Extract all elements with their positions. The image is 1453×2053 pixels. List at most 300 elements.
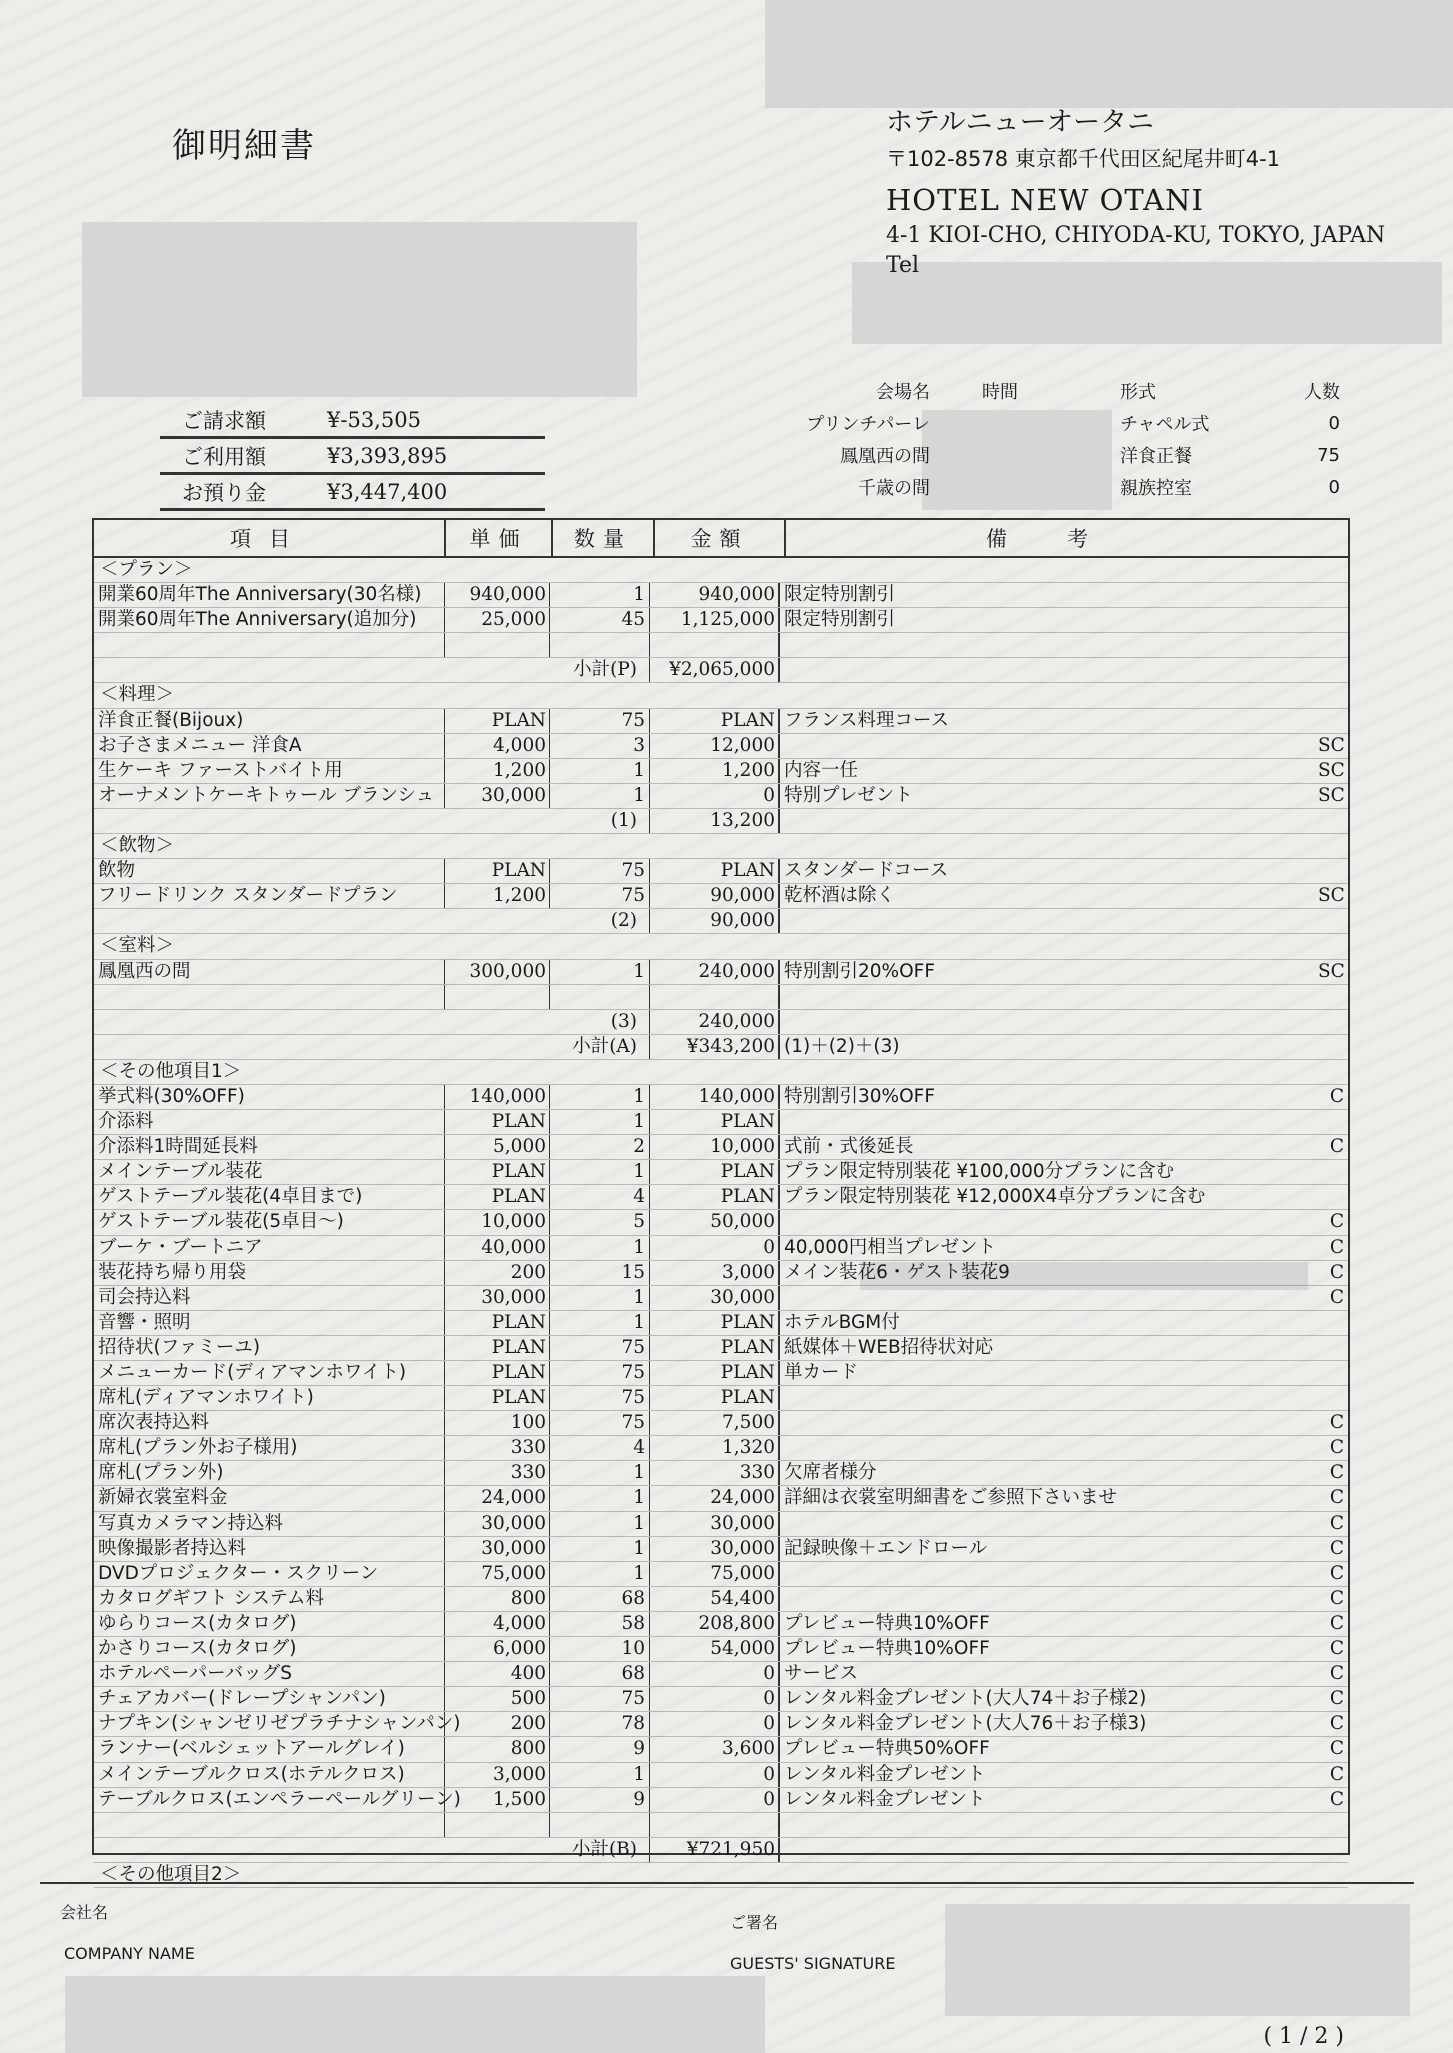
venue-row [780, 471, 1340, 503]
tax-flag [1318, 1336, 1348, 1360]
unit-price: 100 [444, 1411, 549, 1435]
unit-price: 330 [444, 1436, 549, 1460]
remark: 式前・式後延長 [778, 1135, 1318, 1159]
remark: プレビュー特典10%OFF [778, 1612, 1318, 1636]
table-row [94, 1562, 1348, 1587]
remark: プレビュー特典50%OFF [778, 1737, 1318, 1761]
quantity: 58 [549, 1612, 649, 1636]
cell-empty [94, 985, 444, 1009]
amount: 940,000 [649, 583, 778, 607]
subtotal-label: 小計(A) [572, 1035, 637, 1057]
tax-flag: C [1329, 1688, 1344, 1710]
amount: PLAN [649, 1110, 778, 1134]
subtotal-amount: 90,000 [649, 909, 778, 933]
signature-footer [40, 1882, 1414, 2053]
item-name: フリードリンク スタンダードプラン [98, 885, 398, 907]
item-name: チェアカバー(ドレープシャンパン) [98, 1688, 386, 1710]
cell-empty [649, 683, 778, 707]
unit-price: 140,000 [444, 1085, 549, 1109]
subtotal-row [94, 809, 1348, 834]
amount: PLAN [649, 1185, 778, 1209]
venue-header-name: 会場名 [876, 382, 930, 403]
summary-value: ¥3,393,895 [327, 444, 448, 468]
section-title: ＜プラン＞ [100, 559, 193, 580]
unit-price: 25,000 [444, 608, 549, 632]
hotel-name-jp: ホテルニューオータニ [886, 107, 1155, 138]
unit-price: PLAN [444, 1110, 549, 1134]
tax-flag: C [1329, 1638, 1344, 1660]
remark [778, 1110, 1318, 1134]
tax-flag [1318, 1160, 1348, 1184]
table-row [94, 1737, 1348, 1762]
cell-empty [778, 934, 1348, 958]
item-name: メインテーブルクロス(ホテルクロス) [98, 1763, 405, 1785]
quantity: 75 [549, 1361, 649, 1385]
tax-flag: SC [1318, 885, 1345, 907]
table-row [94, 734, 1348, 759]
section-row [94, 558, 1348, 583]
item-name: ナプキン(シャンゼリゼプラチナシャンパン) [98, 1713, 461, 1735]
quantity: 68 [549, 1587, 649, 1611]
cell-empty [778, 633, 1348, 657]
tax-flag: SC [1318, 960, 1345, 982]
section-row [94, 683, 1348, 708]
table-row [94, 1461, 1348, 1486]
cell-empty [649, 934, 778, 958]
subtotal-note [778, 1838, 1348, 1862]
hotel-info [886, 106, 1385, 279]
amount: PLAN [649, 1386, 778, 1410]
cell-empty [778, 834, 1348, 858]
table-row [94, 1135, 1348, 1160]
unit-price: PLAN [444, 1311, 549, 1335]
venue-count: 0 [1328, 412, 1340, 434]
amount: 90,000 [649, 884, 778, 908]
table-row [94, 1537, 1348, 1562]
subtotal-note [778, 809, 1348, 833]
table-row [94, 1110, 1348, 1135]
redacted-area [82, 222, 637, 397]
tax-flag: C [1329, 1663, 1344, 1685]
header-price: 単価 [446, 520, 553, 556]
cell-empty [549, 934, 649, 958]
billing-summary [160, 404, 545, 512]
section-title: ＜その他項目2＞ [100, 1863, 242, 1885]
quantity: 1 [549, 1311, 649, 1335]
cell-empty [444, 1813, 549, 1837]
item-name: 席次表持込料 [98, 1412, 210, 1434]
table-row [94, 1486, 1348, 1511]
item-name: かさりコース(カタログ) [98, 1638, 297, 1660]
cell-empty [649, 558, 778, 582]
cell-empty [444, 1060, 549, 1084]
blank-row [94, 1813, 1348, 1838]
cell-empty [549, 985, 649, 1009]
quantity: 1 [549, 1160, 649, 1184]
amount: PLAN [649, 709, 778, 733]
remark [778, 1512, 1318, 1536]
redacted-area [765, 0, 1453, 108]
cell-empty [549, 633, 649, 657]
amount: 12,000 [649, 734, 778, 758]
summary-row [160, 404, 545, 439]
table-row [94, 583, 1348, 608]
amount: 0 [649, 784, 778, 808]
tax-flag: C [1329, 1587, 1344, 1609]
quantity: 75 [549, 859, 649, 883]
cell-empty [778, 985, 1348, 1009]
page-number: ( 1 / 2 ) [1263, 2024, 1344, 2049]
subtotal-label: (1) [610, 809, 637, 831]
quantity: 15 [549, 1261, 649, 1285]
cell-empty [444, 934, 549, 958]
table-row [94, 1687, 1348, 1712]
tax-flag: C [1329, 1236, 1344, 1258]
item-name: テーブルクロス(エンペラーペールグリーン) [98, 1788, 461, 1810]
subtotal-label: (3) [610, 1010, 637, 1032]
venue-header-count: 人数 [1304, 382, 1340, 403]
table-row [94, 709, 1348, 734]
item-name: 介添料1時間延長料 [98, 1136, 258, 1158]
quantity: 1 [549, 1537, 649, 1561]
quantity: 1 [549, 1085, 649, 1109]
unit-price: 4,000 [444, 1612, 549, 1636]
amount: 1,200 [649, 759, 778, 783]
amount: PLAN [649, 1361, 778, 1385]
summary-label: お預り金 [182, 481, 266, 505]
item-name: ゆらりコース(カタログ) [98, 1612, 297, 1634]
remark: レンタル料金プレゼント [778, 1788, 1318, 1812]
section-title: ＜室料＞ [100, 935, 175, 957]
item-name: 洋食正餐(Bijoux) [98, 709, 244, 731]
subtotal-note: (1)＋(2)＋(3) [778, 1035, 1348, 1059]
subtotal-amount: 13,200 [649, 809, 778, 833]
amount: 1,125,000 [649, 608, 778, 632]
cell-empty [444, 834, 549, 858]
venue-style: 洋食正餐 [1120, 446, 1192, 467]
remark: 特別プレゼント [778, 784, 1318, 808]
item-name: 飲物 [98, 860, 136, 882]
table-row [94, 1512, 1348, 1537]
table-row [94, 1411, 1348, 1436]
cell-empty [549, 558, 649, 582]
item-name: 新婦衣裳室料金 [98, 1487, 228, 1509]
item-name: 席札(プラン外) [98, 1462, 224, 1484]
unit-price: 10,000 [444, 1210, 549, 1234]
remark: レンタル料金プレゼント [778, 1763, 1318, 1787]
tax-flag: C [1329, 1286, 1344, 1308]
remark [778, 1436, 1318, 1460]
summary-row [160, 476, 545, 511]
quantity: 1 [549, 1461, 649, 1485]
item-name: ランナー(ベルシェットアールグレイ) [98, 1738, 405, 1760]
table-row [94, 1236, 1348, 1261]
amount: 0 [649, 1236, 778, 1260]
amount: 330 [649, 1461, 778, 1485]
quantity: 5 [549, 1210, 649, 1234]
amount: PLAN [649, 1311, 778, 1335]
table-row [94, 1185, 1348, 1210]
cell-empty [649, 633, 778, 657]
venue-row [780, 439, 1340, 471]
cell-empty [549, 1060, 649, 1084]
item-name: 音響・照明 [98, 1311, 191, 1333]
unit-price: PLAN [444, 1336, 549, 1360]
item-name: オーナメントケーキトゥール ブランシュ [98, 784, 435, 806]
subtotal-row [94, 1010, 1348, 1035]
subtotal-label: 小計(B) [571, 1838, 637, 1860]
unit-price: PLAN [444, 1160, 549, 1184]
quantity: 1 [549, 1286, 649, 1310]
unit-price: PLAN [444, 1361, 549, 1385]
item-name: 招待状(ファミーユ) [98, 1336, 261, 1358]
section-row [94, 834, 1348, 859]
quantity: 1 [549, 1236, 649, 1260]
cell-empty [649, 1813, 778, 1837]
tax-flag [1318, 709, 1348, 733]
remark: メイン装花6・ゲスト装花9 [778, 1261, 1318, 1285]
table-row [94, 759, 1348, 784]
tax-flag: C [1329, 1763, 1344, 1785]
remark [778, 1386, 1318, 1410]
table-row [94, 884, 1348, 909]
venue-header-time: 時間 [982, 382, 1018, 403]
remark [778, 1210, 1318, 1234]
amount: 0 [649, 1662, 778, 1686]
item-name: メニューカード(ディアマンホワイト) [98, 1362, 407, 1383]
remark: レンタル料金プレゼント(大人76＋お子様3) [778, 1712, 1318, 1736]
quantity: 10 [549, 1637, 649, 1661]
item-name: 挙式料(30%OFF) [98, 1085, 245, 1107]
table-row [94, 1662, 1348, 1687]
amount: 30,000 [649, 1512, 778, 1536]
unit-price: 800 [444, 1737, 549, 1761]
table-row [94, 784, 1348, 809]
cell-empty [778, 1060, 1348, 1084]
table-row [94, 1336, 1348, 1361]
table-row [94, 1361, 1348, 1386]
subtotal-note [778, 658, 1348, 682]
tax-flag [1318, 1386, 1348, 1410]
item-name: メインテーブル装花 [98, 1161, 263, 1183]
tax-flag: C [1329, 1412, 1344, 1434]
tax-flag: C [1329, 1462, 1344, 1484]
item-name: 開業60周年The Anniversary(追加分) [98, 609, 417, 631]
venue-table [780, 375, 1340, 503]
amount: 3,000 [649, 1261, 778, 1285]
tax-flag [1318, 583, 1348, 607]
remark: 記録映像＋エンドロール [778, 1537, 1318, 1561]
quantity: 3 [549, 734, 649, 758]
quantity: 9 [549, 1737, 649, 1761]
unit-price: 30,000 [444, 784, 549, 808]
remark: 詳細は衣裳室明細書をご参照下さいませ [778, 1486, 1318, 1510]
amount: 0 [649, 1712, 778, 1736]
amount: 75,000 [649, 1562, 778, 1586]
amount: 50,000 [649, 1210, 778, 1234]
section-title: ＜その他項目1＞ [100, 1060, 242, 1082]
subtotal-amount: ¥2,065,000 [649, 658, 778, 682]
cell-empty [649, 985, 778, 1009]
unit-price: 40,000 [444, 1236, 549, 1260]
amount: 10,000 [649, 1135, 778, 1159]
quantity: 1 [549, 759, 649, 783]
item-name: 席札(ディアマンホワイト) [98, 1387, 314, 1409]
item-name: 生ケーキ ファーストバイト用 [98, 759, 343, 781]
blank-row [94, 633, 1348, 658]
table-row [94, 1788, 1348, 1813]
subtotal-amount: ¥343,200 [649, 1035, 778, 1059]
unit-price: 30,000 [444, 1537, 549, 1561]
tax-flag: SC [1318, 784, 1345, 806]
table-row [94, 1436, 1348, 1461]
remark: 欠席者様分 [778, 1461, 1318, 1485]
venue-header-style: 形式 [1120, 382, 1156, 403]
amount: 240,000 [649, 960, 778, 984]
unit-price: 5,000 [444, 1135, 549, 1159]
cell-empty [94, 633, 444, 657]
summary-value: ¥-53,505 [327, 408, 421, 432]
unit-price: 4,000 [444, 734, 549, 758]
venue-style: チャペル式 [1120, 414, 1210, 435]
amount: PLAN [649, 1160, 778, 1184]
item-name: 鳳凰西の間 [98, 960, 191, 982]
item-name: 司会持込料 [98, 1286, 191, 1308]
table-row [94, 1712, 1348, 1737]
remark: 40,000円相当プレゼント [778, 1236, 1318, 1260]
table-row [94, 1160, 1348, 1185]
item-name: ホテルペーパーバッグS [98, 1663, 292, 1685]
venue-name: 千歳の間 [858, 478, 930, 499]
tax-flag: C [1329, 1085, 1344, 1107]
cell-empty [649, 1060, 778, 1084]
redacted-area [65, 1976, 765, 2053]
tax-flag: C [1329, 1537, 1344, 1559]
quantity: 75 [549, 1411, 649, 1435]
tax-flag: C [1329, 1738, 1344, 1760]
item-name: ゲストテーブル装花(5卓目～) [98, 1211, 344, 1233]
header-note: 備考 [986, 527, 1148, 551]
unit-price: 200 [444, 1712, 549, 1736]
item-name: 映像撮影者持込料 [98, 1537, 247, 1559]
cell-empty [549, 1813, 649, 1837]
subtotal-row [94, 1838, 1348, 1863]
quantity: 2 [549, 1135, 649, 1159]
quantity: 1 [549, 1763, 649, 1787]
remark [778, 1286, 1318, 1310]
cell-empty [549, 683, 649, 707]
unit-price: 330 [444, 1461, 549, 1485]
header-amount: 金額 [655, 520, 786, 556]
tax-flag: C [1329, 1562, 1344, 1584]
amount: 0 [649, 1763, 778, 1787]
item-name: 写真カメラマン持込料 [98, 1512, 284, 1534]
cell-empty [444, 558, 549, 582]
subtotal-amount: ¥721,950 [649, 1838, 778, 1862]
venue-row [780, 407, 1340, 439]
quantity: 75 [549, 1687, 649, 1711]
unit-price: PLAN [444, 1386, 549, 1410]
remark [778, 734, 1318, 758]
unit-price: 300,000 [444, 960, 549, 984]
summary-label: ご請求額 [182, 409, 266, 433]
remark [778, 1587, 1318, 1611]
item-name: DVDプロジェクター・スクリーン [98, 1562, 379, 1584]
unit-price: 500 [444, 1687, 549, 1711]
hotel-address-jp: 〒102-8578 東京都千代田区紀尾井町4-1 [886, 146, 1281, 171]
amount: 54,400 [649, 1587, 778, 1611]
detail-table [92, 518, 1350, 1885]
table-row [94, 1386, 1348, 1411]
remark: 乾杯酒は除く [778, 884, 1318, 908]
subtotal-label: (2) [610, 910, 637, 932]
hotel-name-en: HOTEL NEW OTANI [886, 183, 1204, 217]
venue-count: 0 [1328, 476, 1340, 498]
item-name: 装花持ち帰り用袋 [98, 1261, 247, 1283]
table-row [94, 1261, 1348, 1286]
item-name: お子さまメニュー 洋食A [98, 734, 302, 756]
tax-flag [1318, 1185, 1348, 1209]
table-row [94, 608, 1348, 633]
tax-flag: C [1329, 1136, 1344, 1158]
subtotal-note [778, 1010, 1348, 1034]
remark: スタンダードコース [778, 859, 1318, 883]
unit-price: 1,200 [444, 884, 549, 908]
unit-price: 75,000 [444, 1562, 549, 1586]
item-name: カタログギフト システム料 [98, 1587, 325, 1609]
amount: 54,000 [649, 1637, 778, 1661]
item-name: ブーケ・ブートニア [98, 1236, 263, 1258]
quantity: 75 [549, 1336, 649, 1360]
remark: 紙媒体＋WEB招待状対応 [778, 1336, 1318, 1360]
tax-flag: C [1329, 1788, 1344, 1810]
section-row [94, 934, 1348, 959]
remark: 内容一任 [778, 759, 1318, 783]
quantity: 75 [549, 709, 649, 733]
quantity: 75 [549, 884, 649, 908]
summary-value: ¥3,447,400 [327, 480, 448, 504]
quantity: 4 [549, 1436, 649, 1460]
subtotal-row [94, 909, 1348, 934]
cell-empty [549, 834, 649, 858]
unit-price: 3,000 [444, 1763, 549, 1787]
remark: サービス [778, 1662, 1318, 1686]
remark: 特別割引20%OFF [778, 960, 1318, 984]
quantity: 9 [549, 1788, 649, 1812]
remark: 限定特別割引 [778, 608, 1318, 632]
document-title: 御明細書 [172, 126, 316, 166]
amount: 0 [649, 1687, 778, 1711]
amount: 24,000 [649, 1486, 778, 1510]
blank-row [94, 985, 1348, 1010]
quantity: 1 [549, 1562, 649, 1586]
amount: 3,600 [649, 1737, 778, 1761]
quantity: 1 [549, 583, 649, 607]
hotel-tel-label: Tel [886, 252, 920, 278]
header-qty: 数量 [553, 520, 655, 556]
item-name: ゲストテーブル装花(4卓目まで) [98, 1186, 363, 1208]
cell-empty [778, 1813, 1348, 1837]
remark [778, 1411, 1318, 1435]
remark: プラン限定特別装花 ¥12,000X4卓分プランに含む [778, 1185, 1318, 1209]
tax-flag [1318, 1361, 1348, 1385]
section-title: ＜料理＞ [100, 684, 175, 706]
tax-flag: C [1329, 1487, 1344, 1509]
tax-flag [1318, 1110, 1348, 1134]
amount: 30,000 [649, 1286, 778, 1310]
tax-flag [1318, 1311, 1348, 1335]
unit-price: PLAN [444, 1185, 549, 1209]
